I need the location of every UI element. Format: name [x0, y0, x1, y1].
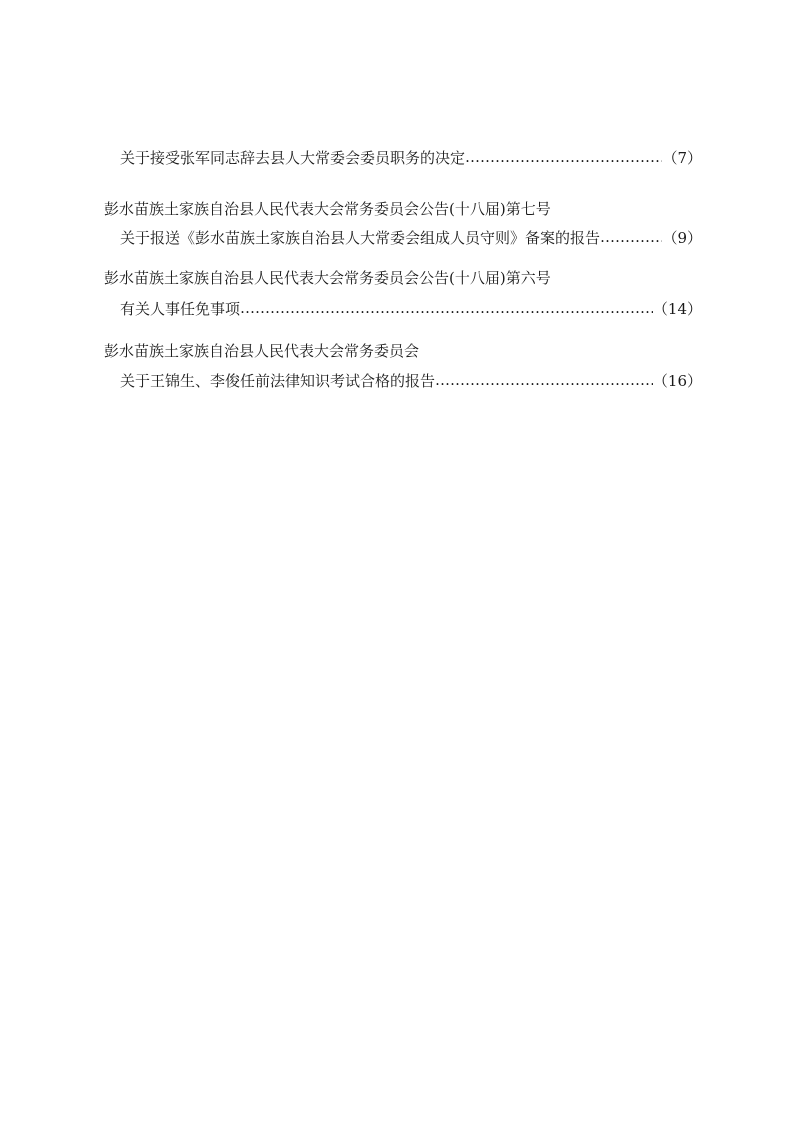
toc-leader-dots: [465, 146, 662, 168]
toc-page-number: （7）: [662, 149, 702, 167]
toc-leader-dots: [435, 369, 653, 391]
toc-entry-title: 关于报送《彭水苗族土家族自治县人大常委会组成人员守则》备案的报告: [120, 229, 601, 247]
toc-leader-dots: [600, 226, 662, 248]
toc-entry[interactable]: [120, 370, 702, 392]
toc-leader-dots: [240, 297, 653, 319]
toc-entry-title: 关于接受张军同志辞去县人大常委会委员职务的决定: [120, 149, 466, 167]
toc-entry-title: 有关人事任免事项: [120, 300, 241, 318]
toc-entry[interactable]: [120, 227, 702, 249]
toc-page-number: （16）: [652, 372, 702, 390]
toc-section-heading: 彭水苗族土家族自治县人民代表大会常务委员会: [104, 342, 420, 360]
toc-section-heading: 彭水苗族土家族自治县人民代表大会常务委员会公告(十八届)第六号: [104, 269, 551, 287]
toc-entry[interactable]: [120, 298, 702, 320]
toc-entry[interactable]: [120, 147, 702, 169]
toc-entry-title: 关于王锦生、李俊任前法律知识考试合格的报告: [120, 372, 436, 390]
toc-page-number: （9）: [662, 229, 702, 247]
toc-page-number: （14）: [652, 300, 702, 318]
toc-section-heading: 彭水苗族土家族自治县人民代表大会常务委员会公告(十八届)第七号: [104, 200, 551, 218]
